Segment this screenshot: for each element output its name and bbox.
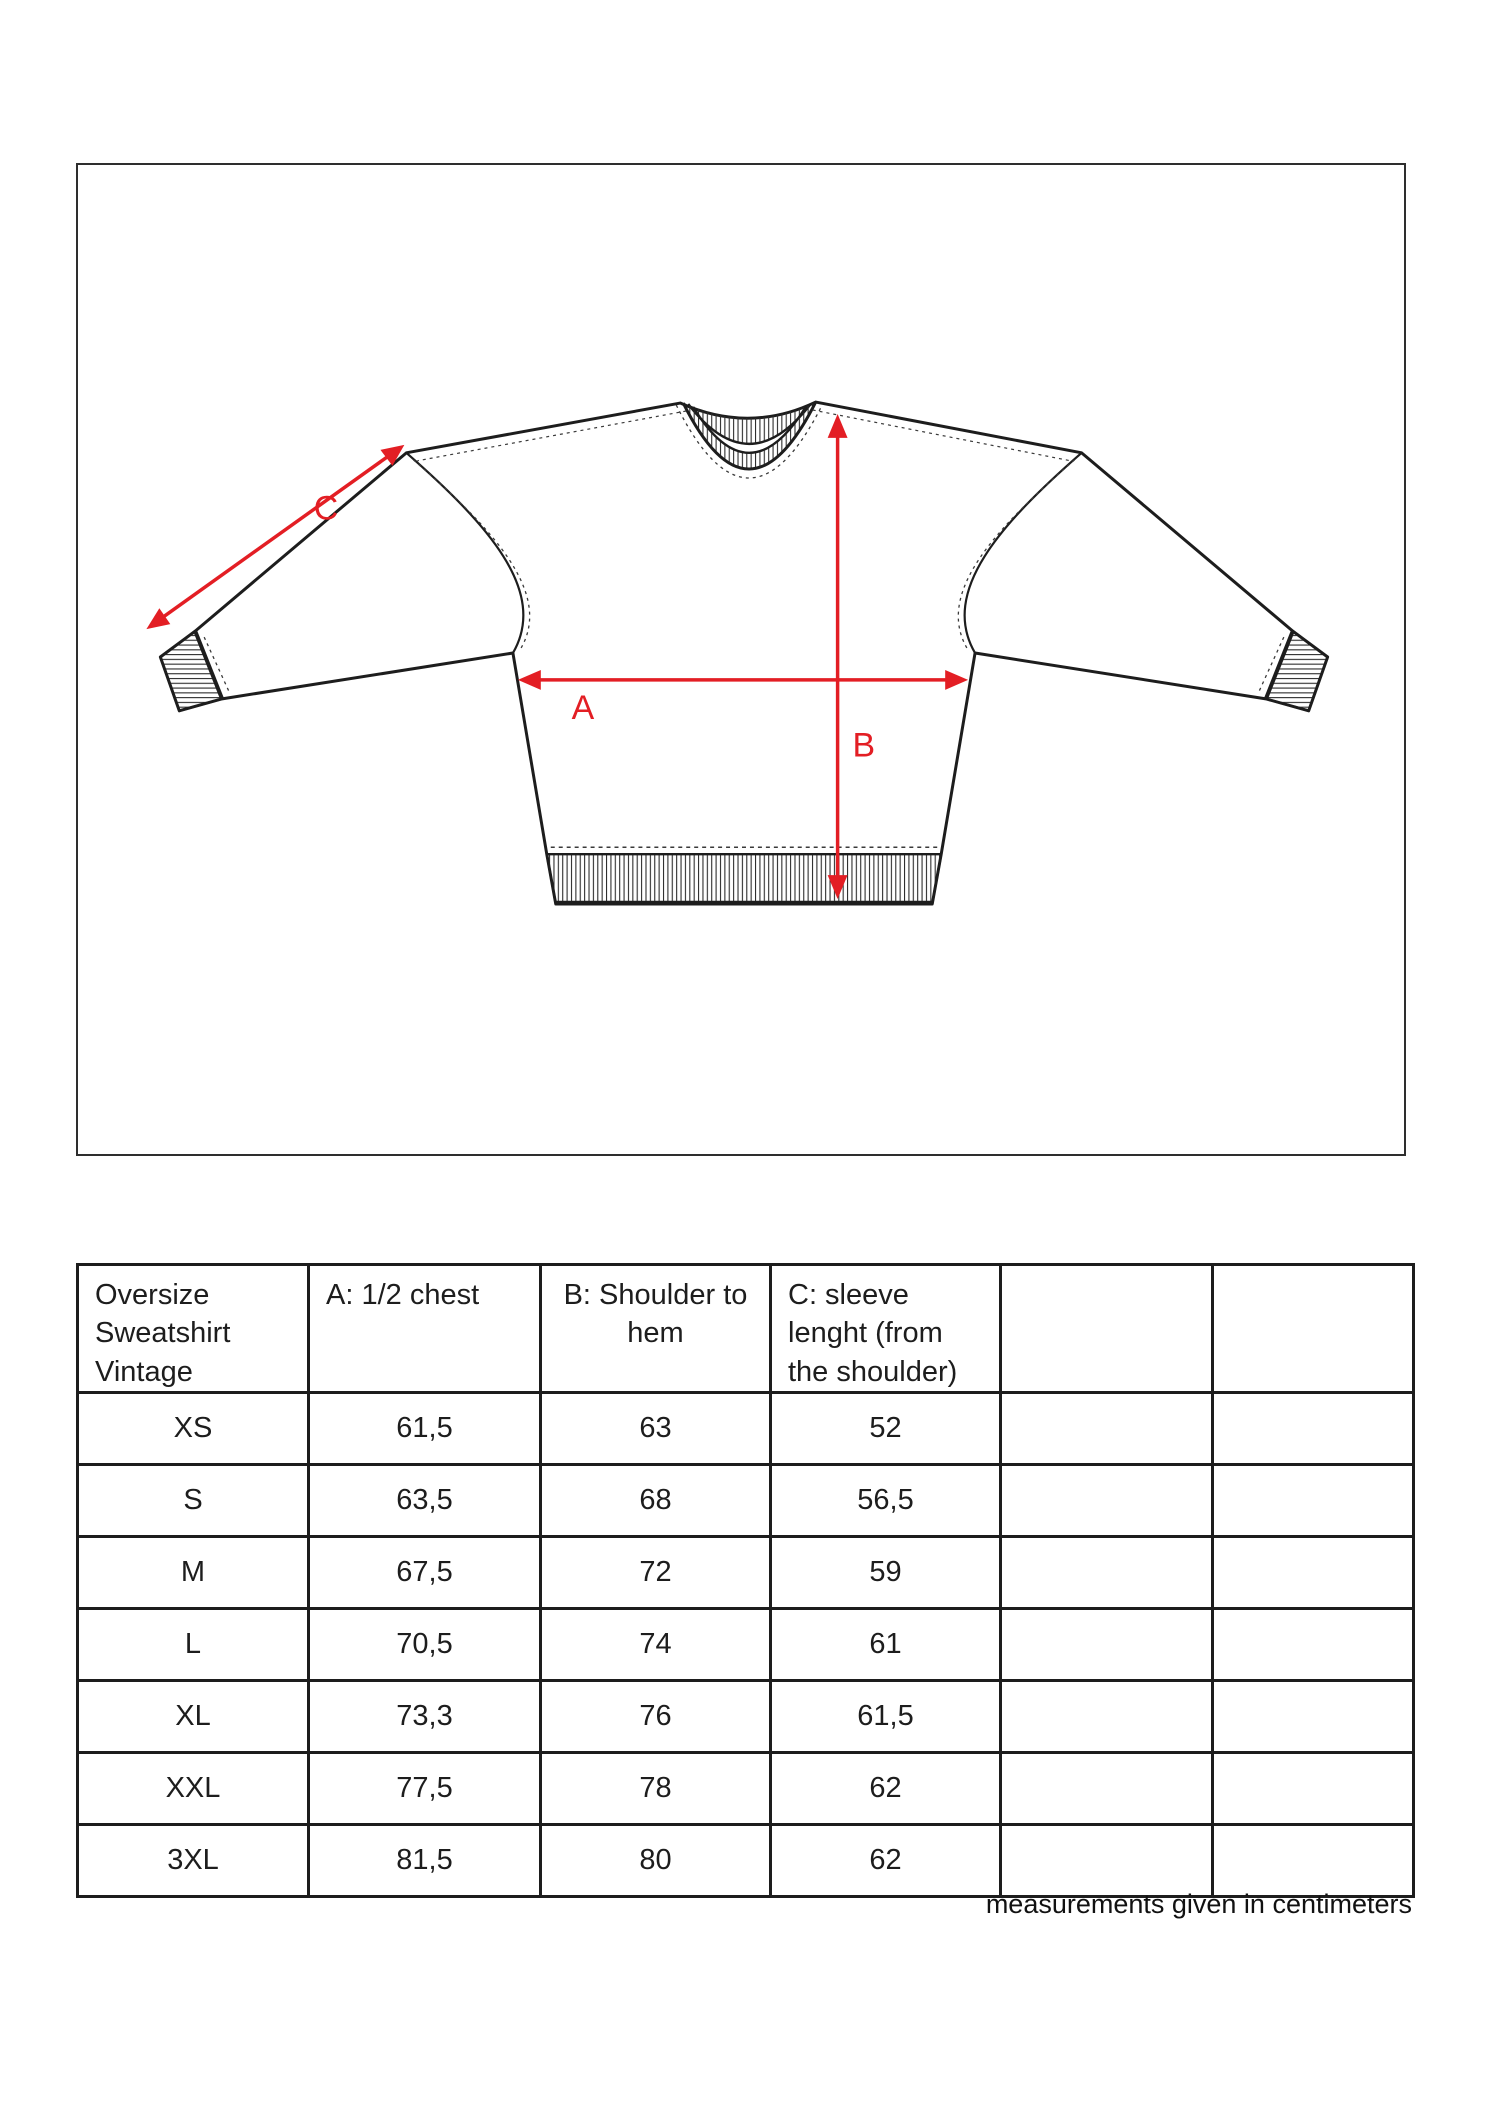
sweatshirt-body-outline <box>160 402 1327 904</box>
table-row-xs <box>78 1392 1414 1464</box>
sleeve-length-cell: 61 <box>771 1608 1001 1680</box>
sleeve-length-cell: 59 <box>771 1536 1001 1608</box>
shoulder-to-hem-cell: 74 <box>541 1608 771 1680</box>
size-table <box>76 1263 1415 1898</box>
half-chest-cell: 81,5 <box>309 1824 541 1896</box>
empty-cell <box>1001 1752 1213 1824</box>
half-chest-cell: 67,5 <box>309 1536 541 1608</box>
empty-cell <box>1001 1464 1213 1536</box>
header-shoulder-to-hem: B: Shoulder to hem <box>541 1265 771 1393</box>
empty-cell <box>1001 1824 1213 1896</box>
half-chest-cell: 61,5 <box>309 1392 541 1464</box>
measure-label-c: C <box>313 489 339 528</box>
header-sleeve-length: C: sleeve lenght (from the shoulder) <box>771 1265 1001 1393</box>
sleeve-length-cell: 62 <box>771 1824 1001 1896</box>
table-row-m <box>78 1536 1414 1608</box>
table-row-s <box>78 1464 1414 1536</box>
sleeve-length-cell: 62 <box>771 1752 1001 1824</box>
empty-cell <box>1001 1392 1213 1464</box>
empty-cell <box>1001 1536 1213 1608</box>
header-product-name: Oversize Sweatshirt Vintage <box>78 1265 309 1393</box>
arrowhead-c-lower-icon <box>146 608 170 629</box>
header-empty-2 <box>1213 1265 1414 1393</box>
header-empty-1 <box>1001 1265 1213 1393</box>
size-cell: 3XL <box>78 1824 309 1896</box>
empty-cell <box>1213 1392 1414 1464</box>
empty-cell <box>1213 1536 1414 1608</box>
header-half-chest: A: 1/2 chest <box>309 1265 541 1393</box>
size-cell: M <box>78 1536 309 1608</box>
table-row-xxl <box>78 1752 1414 1824</box>
half-chest-cell: 70,5 <box>309 1608 541 1680</box>
empty-cell <box>1001 1680 1213 1752</box>
sleeve-length-cell: 52 <box>771 1392 1001 1464</box>
table-row-l <box>78 1608 1414 1680</box>
table-row-3xl <box>78 1824 1414 1896</box>
measure-label-a: A <box>571 688 595 727</box>
waistband-rib <box>547 847 941 904</box>
measure-label-b: B <box>852 726 876 765</box>
half-chest-cell: 73,3 <box>309 1680 541 1752</box>
empty-cell <box>1001 1608 1213 1680</box>
shoulder-to-hem-cell: 68 <box>541 1464 771 1536</box>
size-table-header-row <box>78 1265 1414 1393</box>
shoulder-to-hem-cell: 78 <box>541 1752 771 1824</box>
size-cell: XL <box>78 1680 309 1752</box>
table-row-xl <box>78 1680 1414 1752</box>
empty-cell <box>1213 1608 1414 1680</box>
shoulder-to-hem-cell: 63 <box>541 1392 771 1464</box>
sweatshirt-diagram-box <box>76 163 1406 1156</box>
size-cell: XS <box>78 1392 309 1464</box>
shoulder-to-hem-cell: 76 <box>541 1680 771 1752</box>
empty-cell <box>1213 1464 1414 1536</box>
empty-cell <box>1213 1824 1414 1896</box>
size-cell: L <box>78 1608 309 1680</box>
empty-cell <box>1213 1752 1414 1824</box>
empty-cell <box>1213 1680 1414 1752</box>
half-chest-cell: 63,5 <box>309 1464 541 1536</box>
shoulder-to-hem-cell: 72 <box>541 1536 771 1608</box>
size-cell: XXL <box>78 1752 309 1824</box>
measurement-unit-note: measurements given in centimeters <box>985 1889 1412 1919</box>
sweatshirt-technical-drawing <box>78 165 1404 1154</box>
sleeve-length-cell: 61,5 <box>771 1680 1001 1752</box>
sleeve-length-cell: 56,5 <box>771 1464 1001 1536</box>
half-chest-cell: 77,5 <box>309 1752 541 1824</box>
size-cell: S <box>78 1464 309 1536</box>
shoulder-to-hem-cell: 80 <box>541 1824 771 1896</box>
